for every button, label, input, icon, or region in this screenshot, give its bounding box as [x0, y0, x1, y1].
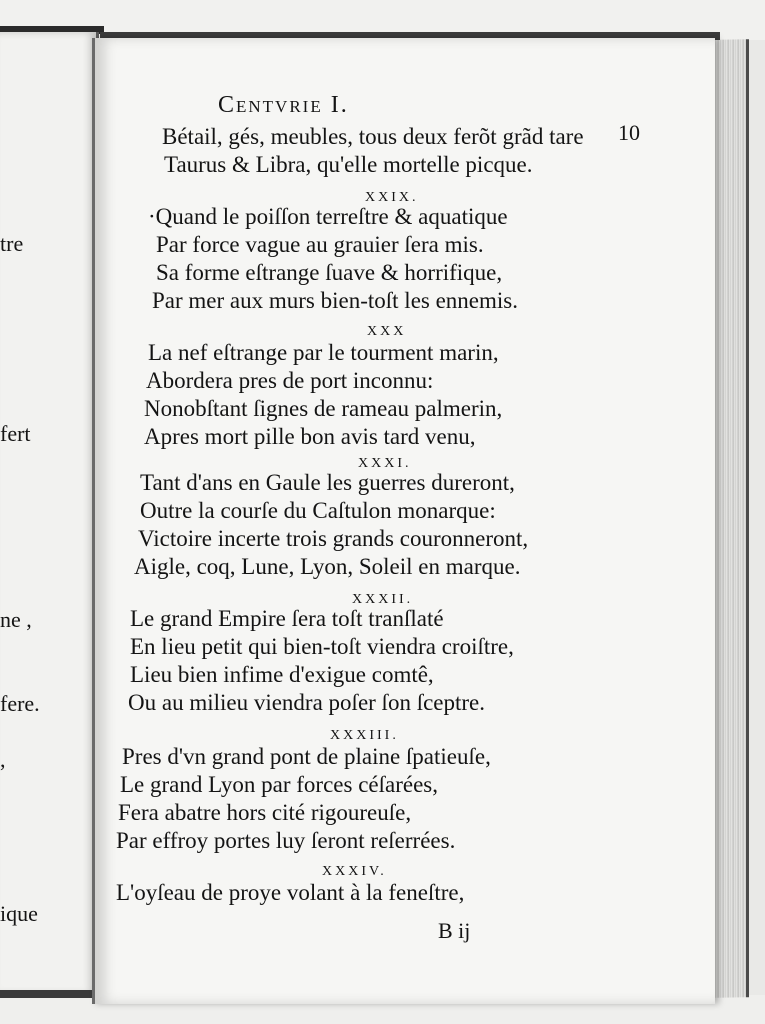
verse-line: Sa forme eſtrange ſuave & horrifique,	[156, 260, 503, 285]
left-cover-bottom-edge	[0, 990, 104, 998]
left-fragment: fert	[0, 421, 31, 446]
quatrain-number: XXXIII.	[330, 728, 399, 743]
verse-line: L'oyſeau de proye volant à la feneſtre,	[116, 880, 465, 905]
verse-line: Nonobſtant ſignes de rameau palmerin,	[144, 396, 503, 421]
verse-line: Aigle, coq, Lune, Lyon, Soleil en marque.	[134, 554, 521, 579]
left-fragment: ne ,	[0, 607, 32, 632]
left-fragment: ique	[0, 901, 38, 926]
verse-line: ·Quand le poiſſon terreſtre & aquatique	[148, 204, 508, 229]
left-fragment: ,	[0, 747, 6, 772]
verse-line: La nef eſtrange par le tourment marin,	[148, 340, 499, 365]
verse-line: En lieu petit qui bien-toſt viendra croiſtre,	[130, 634, 514, 659]
verse-line: Bétail, gés, meubles, tous deux ferõt grãd tare	[162, 124, 584, 149]
left-page	[0, 32, 99, 994]
verse-line: Par force vague au grauier ſera mis.	[156, 232, 484, 257]
left-fragment: fere.	[0, 691, 40, 716]
verse-line: Ou au milieu viendra poſer ſon ſceptre.	[128, 690, 486, 715]
signature-mark: B ij	[438, 918, 471, 943]
left-fragment: tre	[0, 231, 24, 256]
verse-line: Tant d'ans en Gaule les guerres dureront,	[140, 470, 515, 495]
verse-line: Le grand Empire ſera toſt tranſlaté	[130, 606, 444, 631]
quatrain-number: XXIX.	[365, 190, 419, 205]
verse-line: Victoire incerte trois grands couronneront,	[138, 526, 529, 551]
verse-line: Pres d'vn grand pont de plaine ſpatieuſe,	[122, 744, 491, 769]
verse-line: Abordera pres de port inconnu:	[146, 368, 434, 393]
quatrain-number: XXXIV.	[322, 864, 387, 879]
verse-line: Outre la courſe du Caſtulon monarque:	[140, 498, 496, 523]
folio-number: 10	[618, 120, 640, 145]
verse-line: Apres mort pille bon avis tard venu,	[144, 424, 476, 449]
verse-line: Lieu bien infime d'exigue comtê,	[130, 662, 434, 687]
verse-line: Le grand Lyon par forces céſarées,	[120, 772, 439, 797]
running-head: Centvrie I.	[218, 92, 349, 118]
verse-line: Taurus & Libra, qu'elle mortelle picque.	[164, 152, 533, 177]
quatrain-number: XXXI.	[358, 456, 412, 471]
verse-line: Par mer aux murs bien-toſt les ennemis.	[152, 288, 519, 313]
verse-line: Fera abatre hors cité rigoureuſe,	[118, 800, 412, 825]
quatrain-number: XXXII.	[352, 592, 414, 607]
verse-line: Par effroy portes luy ſeront reſerrées.	[116, 828, 456, 853]
quatrain-number: XXX	[367, 324, 407, 339]
